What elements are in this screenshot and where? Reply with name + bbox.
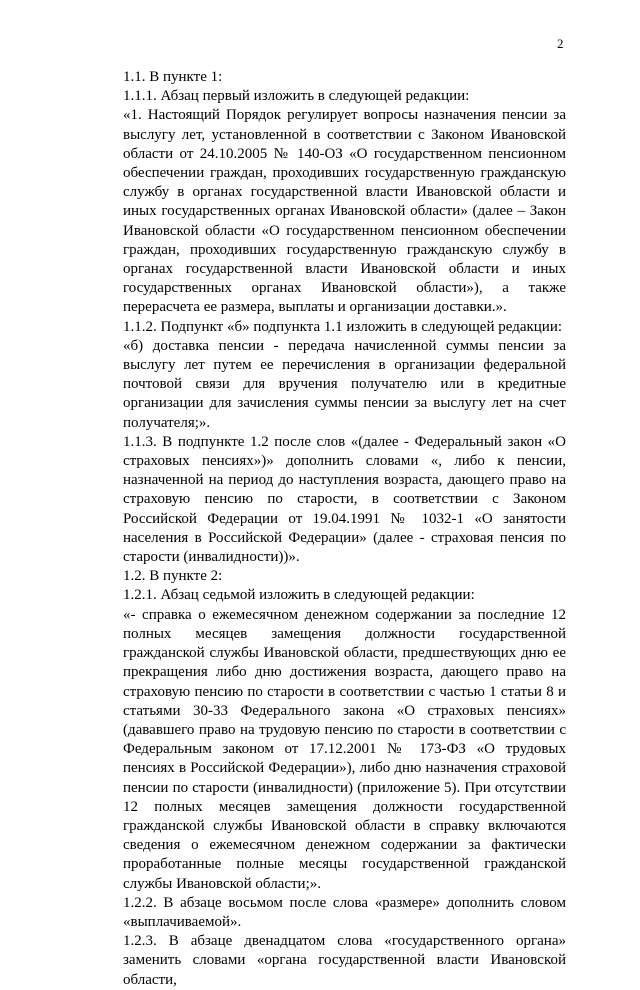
paragraph-quote-spravka [123,606,566,894]
paragraph-text: 1.2.3. В абзаце двенадцатом слова «государственного органа» заменить словами «органа государственной власти Ивановской области, [123,933,566,988]
paragraph-text: «- справка о ежемесячном денежном содержании за последние 12 полных месяцев замещения должности государственной гражданской службы Ивановской области, предшествующих дню ее прекращения либо дню достижения возраста, дающего право на страховую пенсию по старости в соответствии с частью 1 статьи 8 и статьями 30-33 Федерального закона «О страховых пенсиях» (дававшего право на трудовую пенсию по старости в соответствии с Федеральным законом от 17.12.2001 № 173-ФЗ «О трудовых пенсиях в Российской Федерации»), либо дню назначения страховой пенсии по старости (инвалидности) (приложение 5). При отсутствии 12 полных месяцев замещения должности государственной гражданской службы Ивановской области в справку включаются сведения о ежемесячном денежном содержании за фактически проработанные полные месяцы государственной гражданской службы Ивановской области;». [123,606,566,892]
paragraph-text: «б) доставка пенсии - передача начисленной суммы пенсии за выслугу лет путем ее перечисления в организации федеральной почтовой связи для вручения получателю или в кредитные организации для зачисления суммы пенсии за выслугу лет на счет получателя;». [123,337,566,431]
paragraph-text: «1. Настоящий Порядок регулирует вопросы назначения пенсии за выслугу лет, установленной в соответствии с Законом Ивановской области от 24.10.2005 № 140-ОЗ «О государственном пенсионном обеспечении граждан, проходивших государственную гражданскую службу в органах государственной власти Ивановской области и иных государственных органах Ивановской области» (далее – Закон Ивановской области «О государственном пенсионном обеспечении граждан, проходивших государственную гражданскую службу в органах государственной власти Ивановской области и иных государственных органах Ивановской области»), а также перерасчета ее размера, выплаты и организации доставки.». [123,107,566,316]
paragraph-1-2-3 [123,932,566,990]
paragraph-quote-b [123,337,566,433]
paragraph-1-2-1 [123,586,566,605]
paragraph-text: 1.1. В пункте 1: [123,69,223,85]
paragraph-1-2-2 [123,894,566,932]
document-body [123,68,566,990]
paragraph-text: 1.2. В пункте 2: [123,568,223,585]
paragraph-1-1-1 [123,87,566,106]
paragraph-1-1-2 [123,318,566,337]
paragraph-1-2 [123,567,566,586]
paragraph-text: 1.1.1. Абзац первый изложить в следующей редакции: [123,88,470,105]
paragraph-1-1 [123,68,566,87]
page-number: 2 [557,36,564,51]
paragraph-text: 1.2.1. Абзац седьмой изложить в следующей редакции: [123,587,475,604]
paragraph-1-1-3 [123,433,566,567]
paragraph-text: 1.2.2. В абзаце восьмом после слова «размере» дополнить словом «выплачиваемой». [123,894,566,930]
paragraph-text: 1.1.3. В подпункте 1.2 после слов «(далее - Федеральный закон «О страховых пенсиях»)» дополнить словами «, либо к пенсии, назначенной на период до наступления возраста, дающего право на страховую пенсию по старости, в соответствии с Законом Российской Федерации от 19.04.1991 № 1032-1 «О занятости населения в Российской Федерации» (далее - страховая пенсия по старости (инвалидности))». [123,433,566,566]
paragraph-quote-1 [123,106,566,317]
paragraph-text: 1.1.2. Подпункт «б» подпункта 1.1 изложить в следующей редакции: [123,318,563,335]
